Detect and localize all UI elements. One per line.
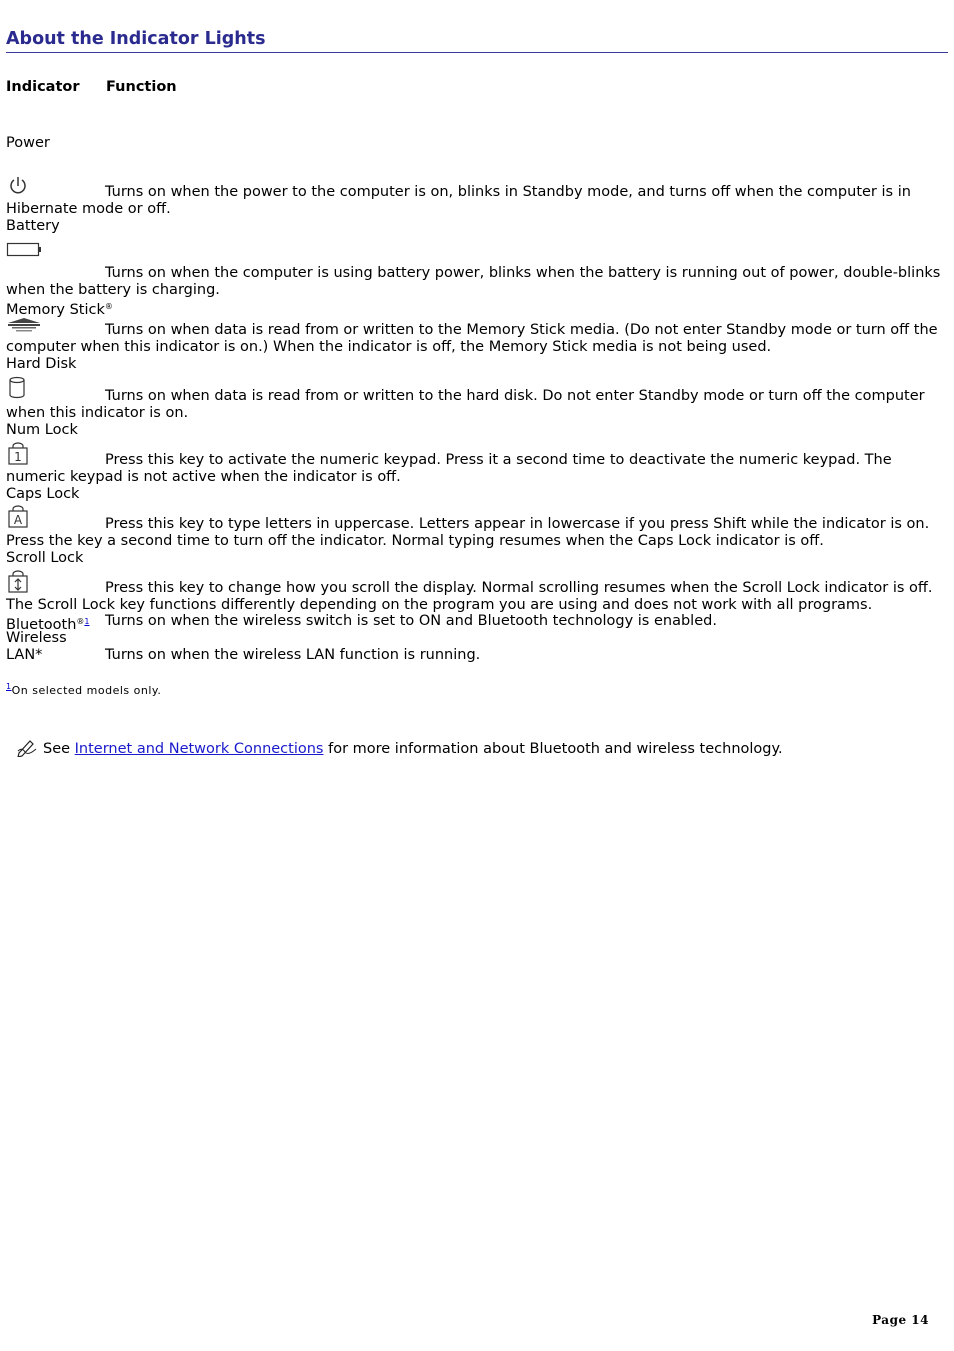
footnote: $^1$On selected models only. <box>6 682 162 697</box>
footnote-marker-link[interactable]: 1 <box>6 682 12 691</box>
note: See Internet and Network Connections for more information about Bluetooth and wireless technology. <box>16 737 783 759</box>
indicator-desc-num-lock: Press this key to activate the numeric keypad. Press it a second time to deactivate the numeric keypad. The numeric keypad is not active when the indicator is off. <box>6 452 892 485</box>
indicator-desc-bluetooth: Turns on when the wireless switch is set to ON and Bluetooth technology is enabled. <box>105 613 717 629</box>
indicator-label-power: Power <box>6 135 50 151</box>
indicator-label-memory-stick: Memory Stick® <box>6 302 113 318</box>
indicator-desc-scroll-lock: Press this key to change how you scroll the display. Normal scrolling resumes when the Scroll Lock indicator is off. The Scroll Lock key functions differently depending on the program you are using and does not work with all programs. <box>6 580 933 613</box>
svg-text:1: 1 <box>14 450 22 464</box>
battery-icon <box>6 240 42 258</box>
indicator-label-bluetooth: Bluetooth$^{®1}$ <box>6 617 90 633</box>
indicator-label-num-lock: Num Lock <box>6 422 78 438</box>
indicator-desc-hard-disk: Turns on when data is read from or written to the hard disk. Do not enter Standby mode or turn off the computer when this indicator is on. <box>6 388 925 421</box>
indicator-label-lan: LAN* <box>6 647 43 663</box>
indicator-label-scroll-lock: Scroll Lock <box>6 550 84 566</box>
indicator-label-wireless: Wireless <box>6 630 67 646</box>
indicator-desc-battery: Turns on when the computer is using battery power, blinks when the battery is running out of power, double-blinks when the battery is charging. <box>6 265 941 298</box>
column-header-function: Function <box>106 79 177 95</box>
indicator-desc-power: Turns on when the power to the computer is on, blinks in Standby mode, and turns off when the computer is in Hibernate mode or off. <box>6 184 911 217</box>
indicator-desc-memory-stick: Turns on when data is read from or written to the Memory Stick media. (Do not enter Standby mode or turn off the computer when this indicator is on.) When the indicator is off, the Memory Stick media is not being used. <box>6 322 938 355</box>
internet-network-connections-link[interactable]: Internet and Network Connections <box>74 741 324 757</box>
indicator-label-battery: Battery <box>6 218 60 234</box>
page-number: Page 14 <box>872 1313 929 1327</box>
indicator-desc-wireless-lan: Turns on when the wireless LAN function is running. <box>105 647 481 663</box>
svg-text:A: A <box>13 513 23 527</box>
indicator-label-caps-lock: Caps Lock <box>6 486 80 502</box>
footnote-ref-link[interactable]: 1 <box>84 617 90 626</box>
page-title: About the Indicator Lights <box>6 28 948 53</box>
indicator-label-hard-disk: Hard Disk <box>6 356 77 372</box>
column-header-indicator: Indicator <box>6 79 80 95</box>
note-pencil-icon <box>16 737 40 757</box>
indicator-desc-caps-lock: Press this key to type letters in uppercase. Letters appear in lowercase if you press Shift while the indicator is on. Press the key a second time to turn off the indicator. Normal typing resumes when the Caps Lock indicator is off. <box>6 516 930 549</box>
